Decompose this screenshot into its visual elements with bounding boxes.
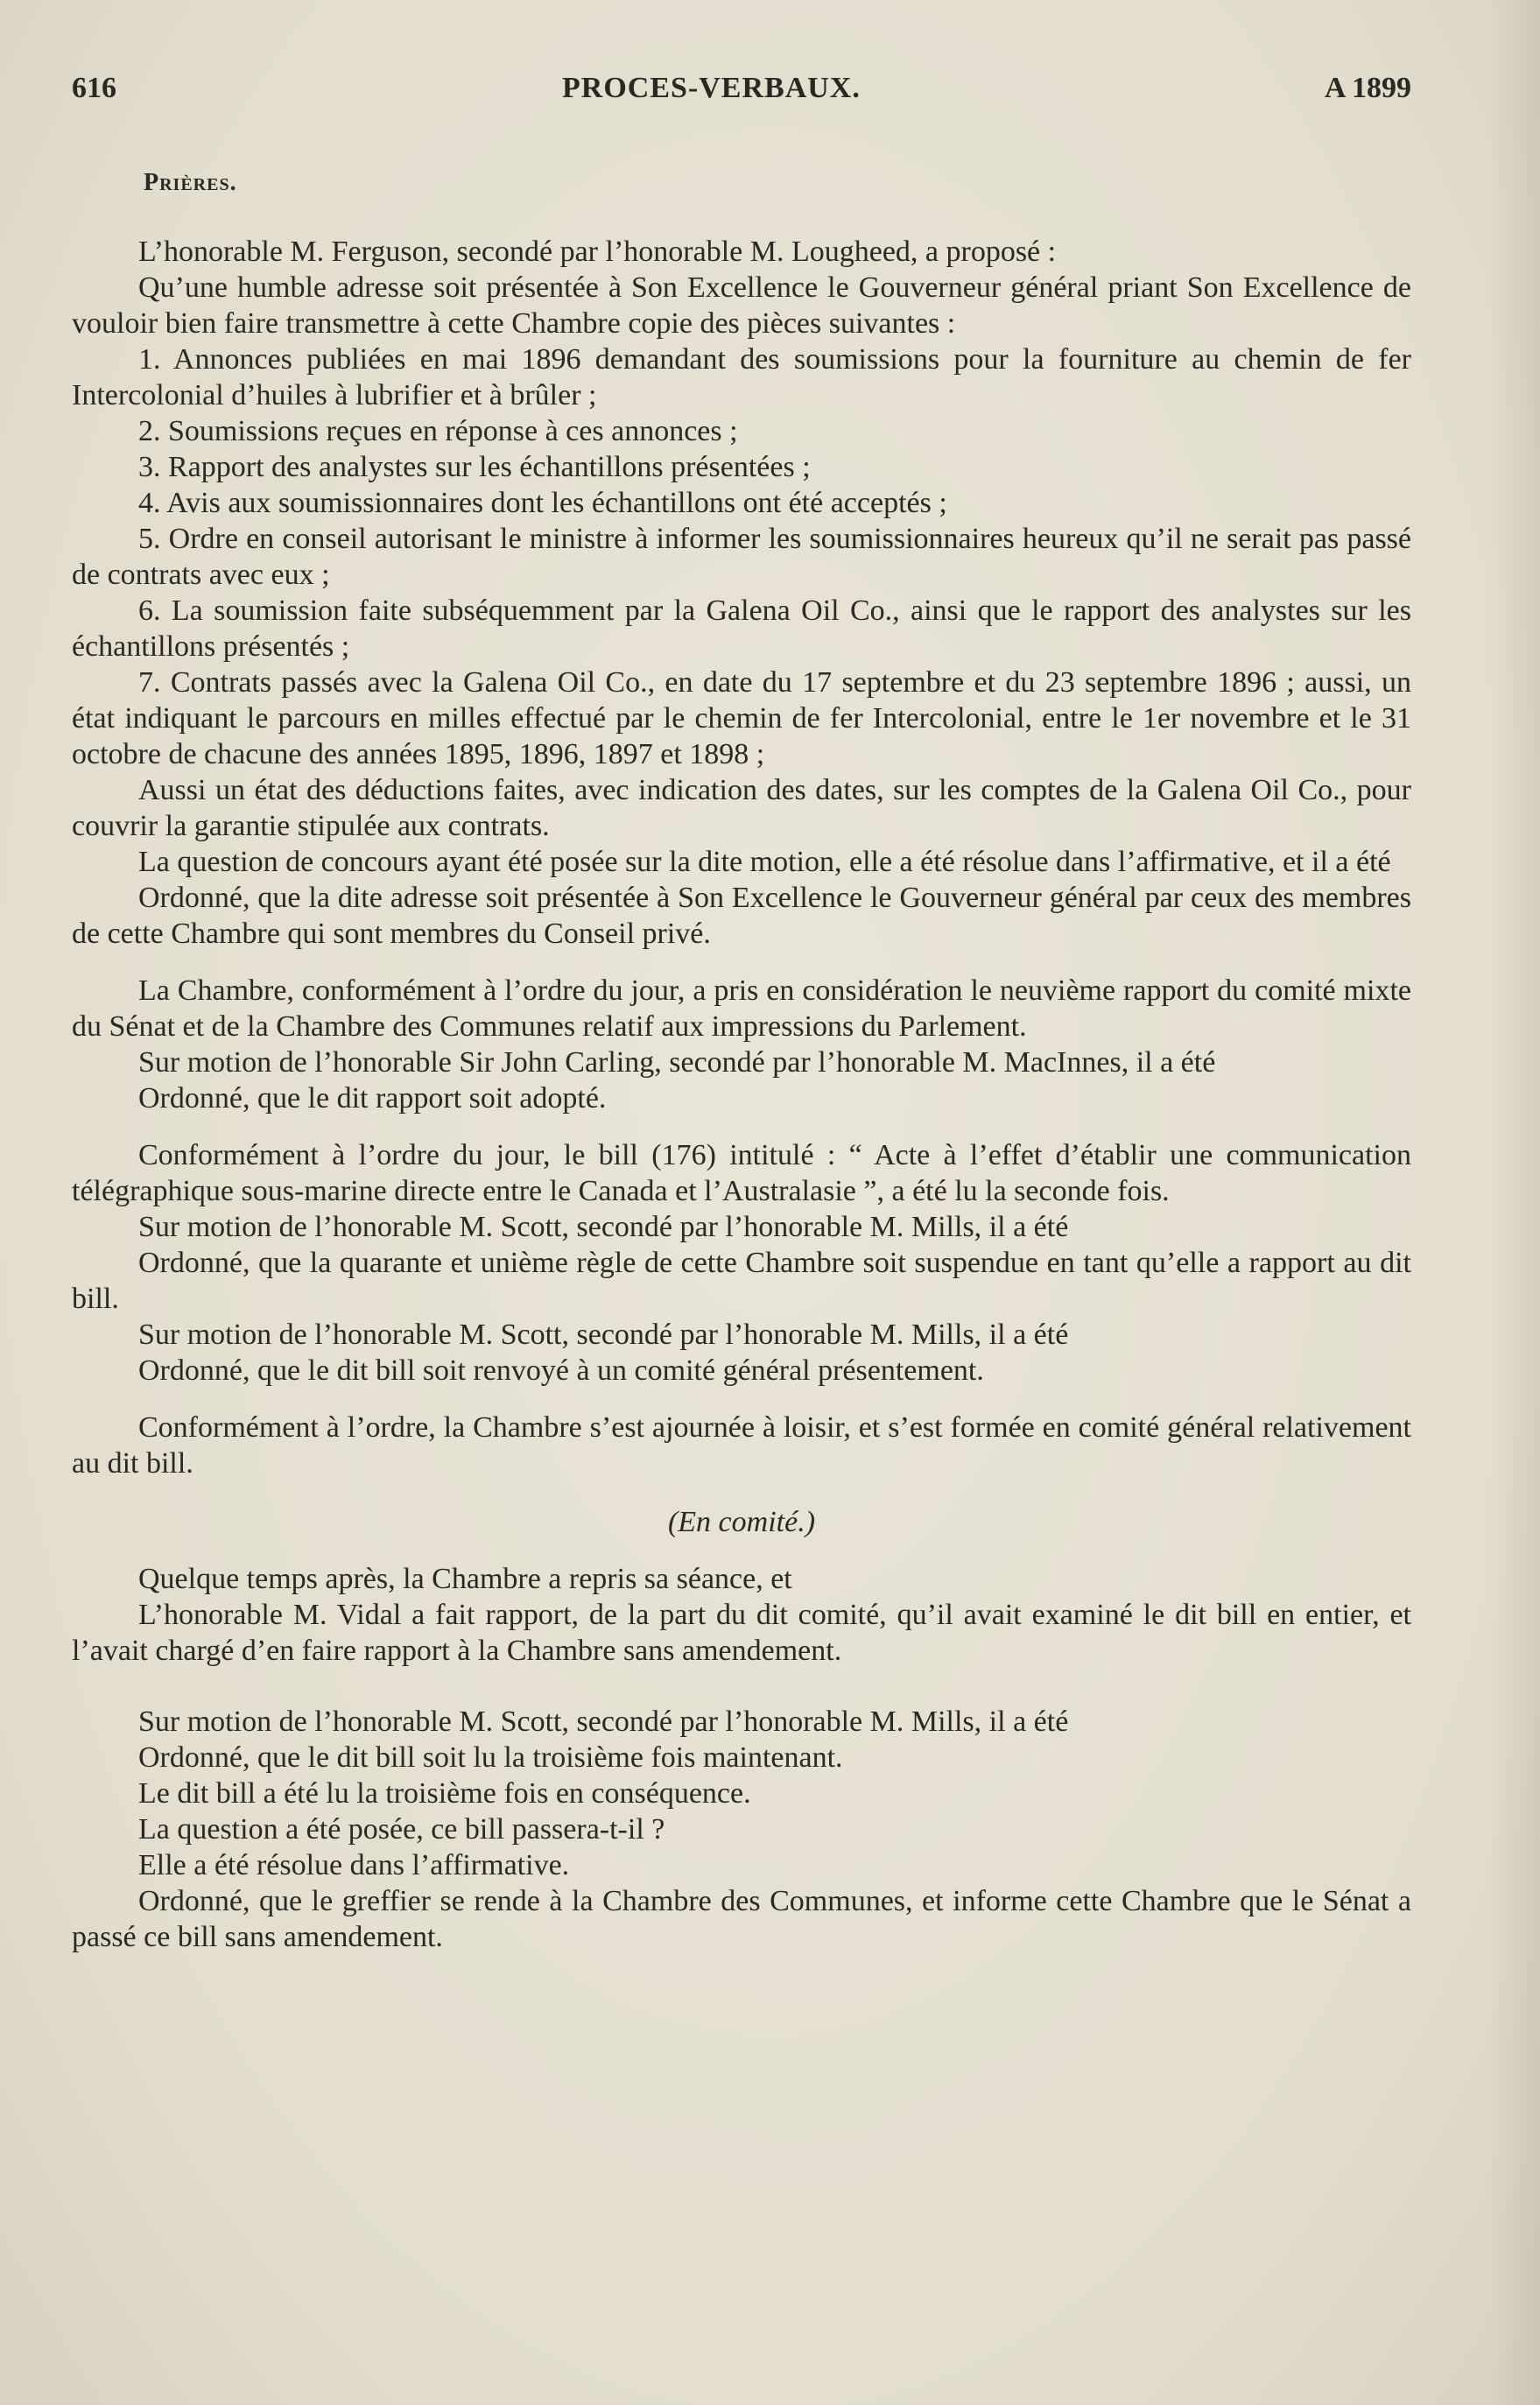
list-item: 5. Ordre en conseil autorisant le ministre à informer les soumissionnaires heureux qu’il ne serait pas passé de contrats avec eux ; xyxy=(72,523,1411,591)
paragraph: La question a été posée, ce bill passera-t-il ? xyxy=(138,1813,665,1846)
paragraph: Sur motion de l’honorable M. Scott, secondé par l’honorable M. Mills, il a été xyxy=(138,1705,1069,1738)
paragraph: Quelque temps après, la Chambre a repris sa séance, et xyxy=(138,1563,792,1595)
paragraph: Ordonné, que la quarante et unième règle de cette Chambre soit suspendue en tant qu’elle a rapport au dit bill. xyxy=(72,1247,1411,1315)
paragraph: Conformément à l’ordre, la Chambre s’est ajournée à loisir, et s’est formée en comité général relativement au dit bill. xyxy=(72,1411,1411,1480)
paragraph: Le dit bill a été lu la troisième fois en conséquence. xyxy=(138,1777,751,1810)
paragraph: La question de concours ayant été posée sur la dite motion, elle a été résolue dans l’affirmative, et il a été xyxy=(138,846,1391,878)
section-heading: Prières. xyxy=(144,169,237,196)
page-header xyxy=(72,72,1411,116)
year-label: A 1899 xyxy=(1324,72,1411,104)
paragraph: Ordonné, que le dit bill soit renvoyé à un comité général présentement. xyxy=(138,1354,984,1387)
paragraph: Sur motion de l’honorable M. Scott, secondé par l’honorable M. Mills, il a été xyxy=(138,1319,1069,1351)
paragraph: Sur motion de l’honorable Sir John Carling, secondé par l’honorable M. MacInnes, il a été xyxy=(138,1046,1216,1079)
paragraph: Qu’une humble adresse soit présentée à Son Excellence le Gouverneur général priant Son Excellence de vouloir bien faire transmettre à cette Chambre copie des pièces suivantes : xyxy=(72,271,1411,340)
paragraph: Ordonné, que le dit rapport soit adopté. xyxy=(138,1082,607,1115)
paragraph: L’honorable M. Vidal a fait rapport, de la part du dit comité, qu’il avait examiné le dit bill en entier, et l’avait chargé d’en faire rapport à la Chambre sans amendement. xyxy=(72,1599,1411,1667)
list-item: 4. Avis aux soumissionnaires dont les échantillons ont été acceptés ; xyxy=(138,487,947,519)
document-body xyxy=(72,165,1411,1955)
committee-heading: (En comité.) xyxy=(667,1506,816,1538)
list-item: 1. Annonces publiées en mai 1896 demandant des soumissions pour la fourniture au chemin de fer Intercolonial d’huiles à lubrifier et à brûler ; xyxy=(72,343,1411,411)
paragraph: Conformément à l’ordre du jour, le bill (176) intitulé : “ Acte à l’effet d’établir une communication télégraphique sous-marine directe entre le Canada et l’Australasie ”, a été lu la seconde fois. xyxy=(72,1139,1411,1207)
paragraph: Ordonné, que le dit bill soit lu la troisième fois maintenant. xyxy=(138,1741,843,1774)
paragraph: Ordonné, que le greffier se rende à la Chambre des Communes, et informe cette Chambre que le Sénat a passé ce bill sans amendement. xyxy=(72,1885,1411,1953)
page-edge-shadow xyxy=(1487,0,1540,2405)
paragraph: La Chambre, conformément à l’ordre du jour, a pris en considération le neuvième rapport du comité mixte du Sénat et de la Chambre des Communes relatif aux impressions du Parlement. xyxy=(72,974,1411,1043)
page-number: 616 xyxy=(72,72,116,104)
list-item: 6. La soumission faite subséquemment par la Galena Oil Co., ainsi que le rapport des analystes sur les échantillons présentés ; xyxy=(72,594,1411,663)
paragraph: Ordonné, que la dite adresse soit présentée à Son Excellence le Gouverneur général par ceux des membres de cette Chambre qui sont membres du Conseil privé. xyxy=(72,882,1411,950)
list-item: 3. Rapport des analystes sur les échantillons présentées ; xyxy=(138,451,811,483)
list-item: 7. Contrats passés avec la Galena Oil Co., en date du 17 septembre et du 23 septembre 1896 ; aussi, un état indiquant le parcours en milles effectué par le chemin de fer Intercolonial, entre le 1er novembre et le 31 octobre de chacune des années 1895, 1896, 1897 et 1898 ; xyxy=(72,666,1411,770)
paragraph: Elle a été résolue dans l’affirmative. xyxy=(138,1849,570,1881)
list-item: 2. Soumissions reçues en réponse à ces annonces ; xyxy=(138,415,738,447)
running-title: PROCES-VERBAUX. xyxy=(562,72,861,104)
paragraph: Sur motion de l’honorable M. Scott, secondé par l’honorable M. Mills, il a été xyxy=(138,1211,1069,1243)
paragraph: Aussi un état des déductions faites, avec indication des dates, sur les comptes de la Galena Oil Co., pour couvrir la garantie stipulée aux contrats. xyxy=(72,774,1411,842)
paragraph: L’honorable M. Ferguson, secondé par l’honorable M. Lougheed, a proposé : xyxy=(138,236,1057,268)
